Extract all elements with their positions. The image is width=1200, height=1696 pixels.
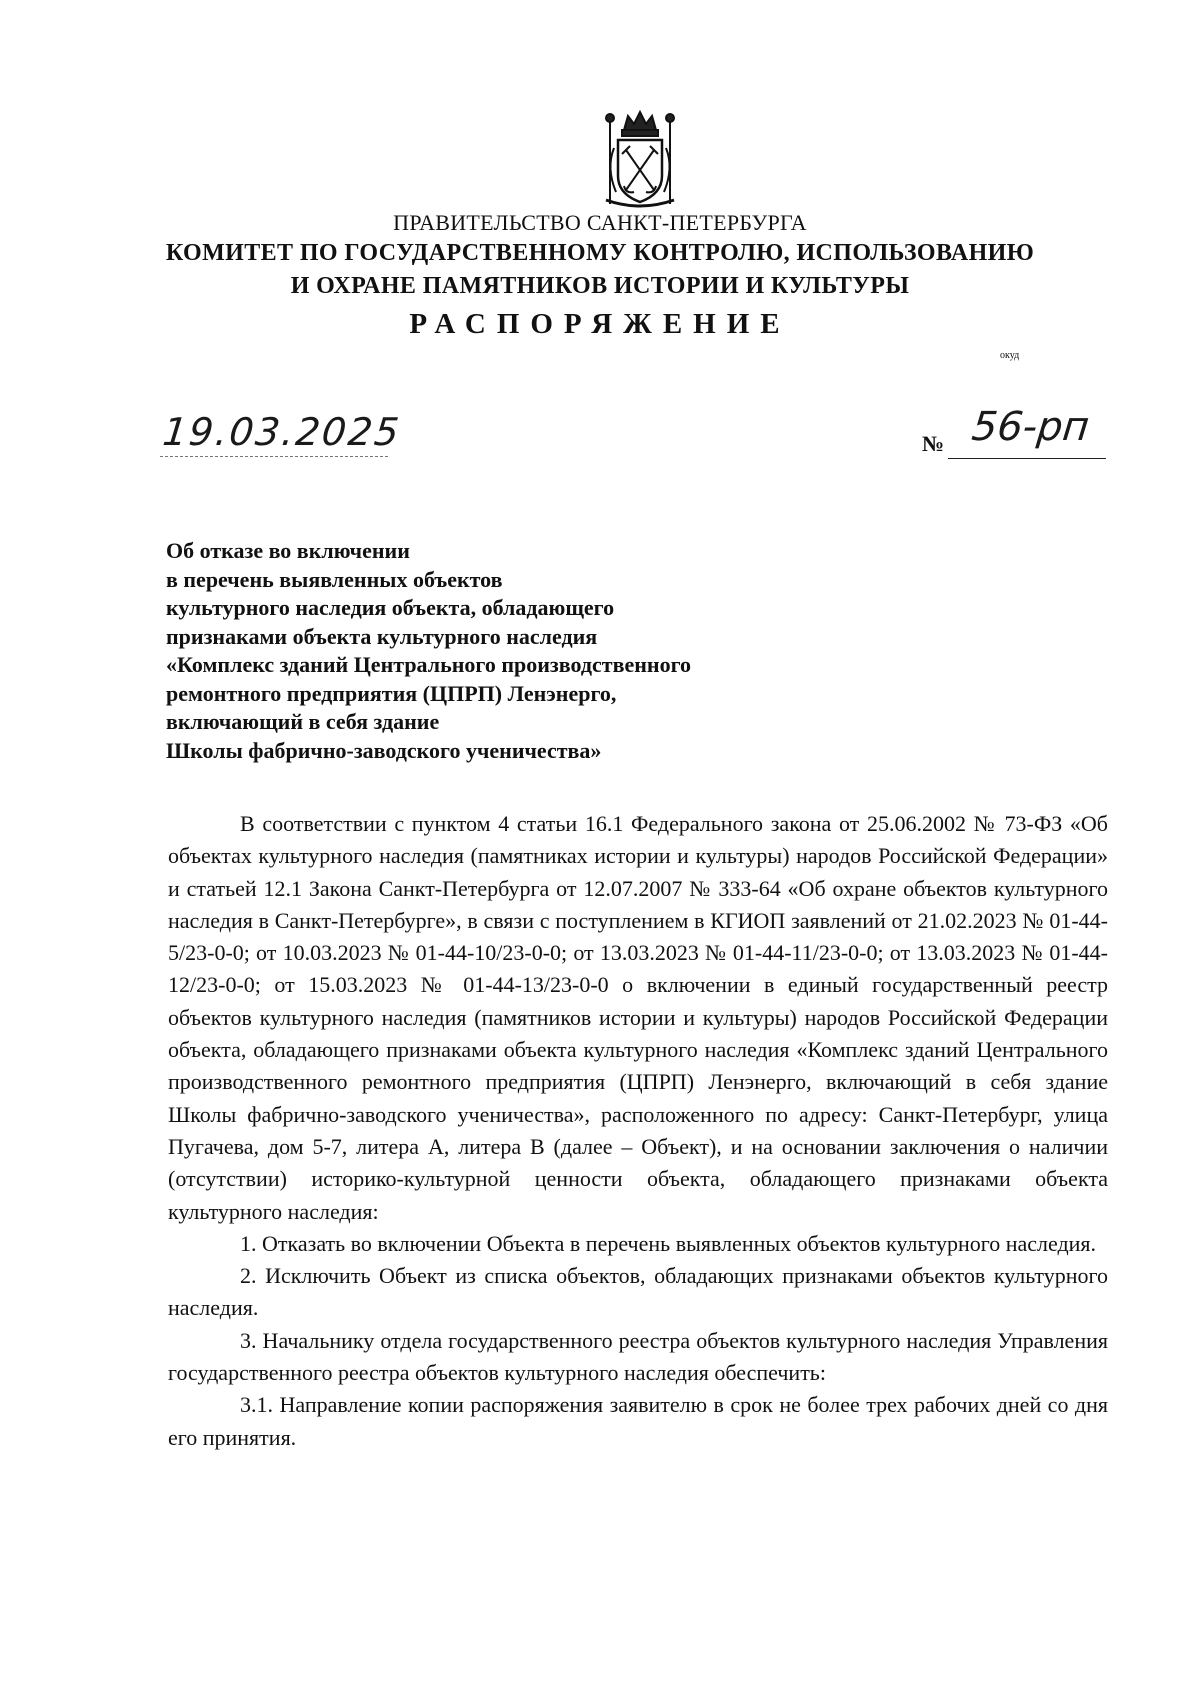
- document-body: [168, 808, 1108, 1454]
- document-number: 56-рп: [969, 404, 1092, 450]
- subject-line: «Комплекс зданий Центрального производственного: [166, 652, 692, 677]
- document-subject: [166, 537, 691, 765]
- subject-line: признаками объекта культурного наследия: [166, 623, 598, 649]
- subject-line: Об отказе во включении: [166, 538, 410, 563]
- body-item-3-1: 3.1. Направление копии распоряжения заявителю в срок не более трех рабочих дней со дня его принятия.: [168, 1392, 1108, 1450]
- government-name: ПРАВИТЕЛЬСТВО САНКТ-ПЕТЕРБУРГА: [393, 210, 807, 235]
- subject-line: культурного наследия объекта, обладающего: [166, 595, 615, 620]
- okud-label: окуд: [1000, 350, 1020, 361]
- committee-name-line-1: КОМИТЕТ ПО ГОСУДАРСТВЕННОМУ КОНТРОЛЮ, ИСПОЛЬЗОВАНИЮ: [165, 240, 1035, 266]
- number-sign: №: [922, 431, 945, 456]
- number-underline: [948, 458, 1106, 459]
- subject-line: Школы фабрично-заводского ученичества»: [166, 737, 602, 763]
- subject-line: включающий в себя здание: [166, 709, 440, 734]
- date-underline: [160, 456, 388, 457]
- committee-name-line-2: И ОХРАНЕ ПАМЯТНИКОВ ИСТОРИИ И КУЛЬТУРЫ: [290, 273, 910, 299]
- coat-of-arms-icon: [598, 108, 682, 210]
- subject-line: в перечень выявленных объектов: [166, 566, 503, 592]
- document-type-title: РАСПОРЯЖЕНИЕ: [409, 308, 791, 340]
- document-date: 19.03.2025: [160, 410, 403, 454]
- body-item-2: 2. Исключить Объект из списка объектов, обладающих признаками объектов культурного наследия.: [168, 1263, 1108, 1321]
- body-preamble: В соответствии с пунктом 4 статьи 16.1 Федерального закона от 25.06.2002 № 73-ФЗ «Об объектах культурного наследия (памятниках истории и культуры) народов Российской Федерации» и статьей 12.1 Закона Санкт-Петербурга от 12.07.2007 № 333-64 «Об охране объектов культурного наследия в Санкт-Петербурге», в связи с поступлением в КГИОП заявлений от 21.02.2023 № 01-44-5/23-0-0; от 10.03.2023 № 01-44-10/23-0-0; от 13.03.2023 № 01-44-11/23-0-0; от 13.03.2023 № 01-44-12/23-0-0; от 15.03.2023 № 01-44-13/23-0-0 о включении в единый государственный реестр объектов культурного наследия (памятников истории и культуры) народов Российской Федерации объекта, обладающего признаками объекта культурного наследия «Комплекс зданий Центрального производственного ремонтного предприятия (ЦПРП) Ленэнерго, включающий в себя здание Школы фабрично-заводского ученичества», расположенного по адресу: Санкт-Петербург, улица Пугачева, дом 5-7, литера А, литера В (далее – Объект), и на основании заключения о наличии (отсутствии) историко-культурной ценности объекта, обладающего признаками объекта культурного наследия:: [168, 811, 1108, 1224]
- body-item-3: 3. Начальнику отдела государственного реестра объектов культурного наследия Управления государственного реестра объектов культурного наследия обеспечить:: [168, 1327, 1108, 1386]
- subject-line: ремонтного предприятия (ЦПРП) Ленэнерго,: [166, 680, 617, 706]
- body-item-1: 1. Отказать во включении Объекта в перечень выявленных объектов культурного наследия.: [240, 1230, 1097, 1256]
